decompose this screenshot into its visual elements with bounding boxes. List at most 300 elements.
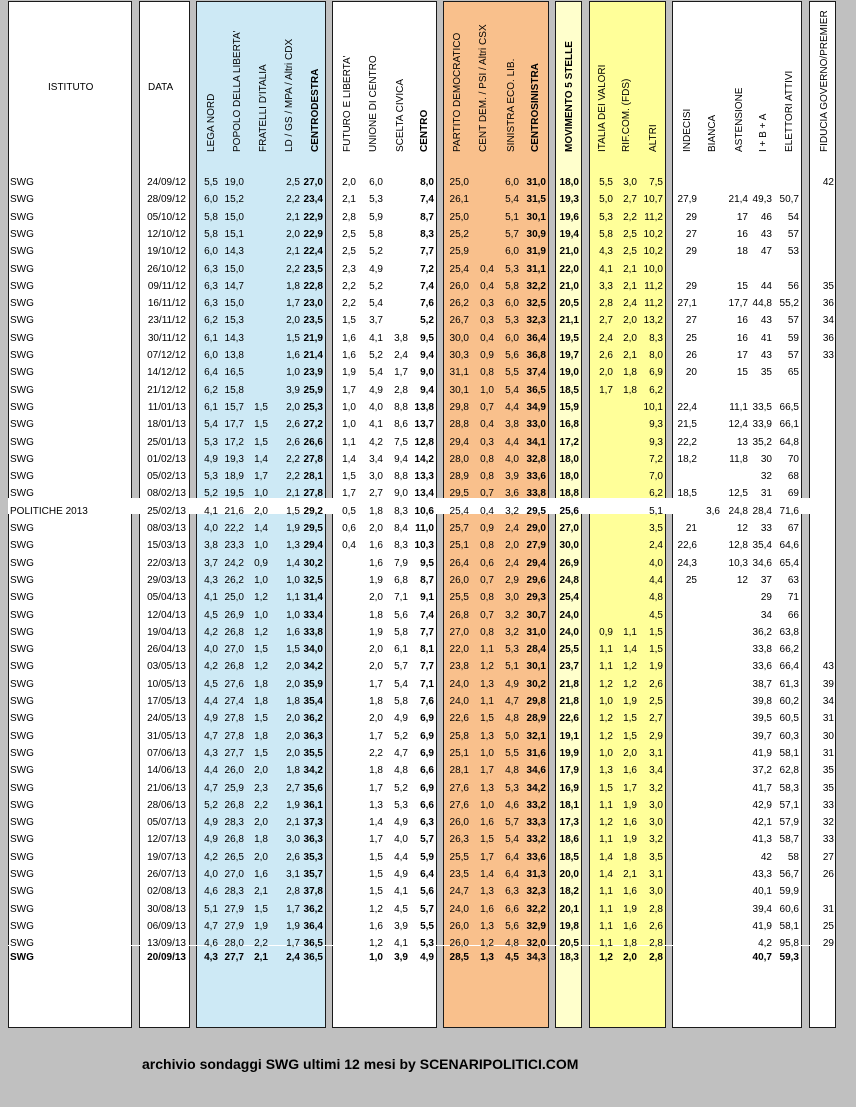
- cell-csx: 32,2: [526, 903, 546, 915]
- cell-cdx: 34,2: [303, 661, 323, 673]
- cell-udc: 1,6: [369, 920, 383, 932]
- cell-altri: 1,5: [649, 644, 663, 656]
- cell-astensione: 16: [736, 315, 748, 327]
- cell-cdem: 1,1: [480, 644, 494, 656]
- cell-pd: 22,0: [449, 644, 469, 656]
- cell-lega-nord: 6,2: [204, 384, 218, 396]
- cell-idv: 4,1: [599, 263, 613, 275]
- cell-astensione: 12,5: [728, 488, 748, 500]
- cell-altri: 10,2: [643, 228, 663, 240]
- cell-indecisi: 27: [685, 228, 697, 240]
- cell-idv: 1,2: [599, 952, 613, 963]
- cell-sel: 5,7: [505, 817, 519, 829]
- cell-altri: 1,5: [649, 626, 663, 638]
- cell-ld: 2,1: [286, 246, 300, 258]
- cell-pdl: 26,8: [224, 834, 244, 846]
- cell-udc: 1,4: [369, 817, 383, 829]
- cell-cdx: 33,8: [303, 626, 323, 638]
- cell-udc: 4,1: [369, 419, 383, 431]
- cell-ibA: 43: [760, 315, 772, 327]
- cell-m5s: 24,8: [559, 574, 579, 586]
- cell-sel: 5,3: [505, 263, 519, 275]
- cell-sel: 3,2: [505, 609, 519, 621]
- cell-cdx: 29,5: [303, 523, 323, 534]
- cell-csx: 32,5: [526, 298, 546, 310]
- cell-data: 23/11/12: [147, 315, 186, 327]
- cell-m5s: 22,0: [559, 263, 579, 275]
- cell-indecisi: 22,2: [677, 436, 697, 448]
- cell-idv: 2,0: [599, 367, 613, 379]
- cell-elettori: 67: [787, 523, 799, 534]
- cell-ld: 1,5: [286, 505, 300, 517]
- cell-pd: 29,4: [449, 436, 469, 448]
- cell-m5s: 18,8: [559, 488, 579, 500]
- cell-istituto: SWG: [10, 644, 34, 656]
- cell-csx: 29,3: [526, 592, 546, 604]
- cell-cdem: 0,7: [480, 609, 494, 621]
- cell-ibA: 39,5: [752, 713, 772, 725]
- cell-altri: 2,8: [649, 903, 663, 915]
- cell-elettori: 68: [787, 471, 799, 483]
- cell-udc: 6,0: [369, 177, 383, 188]
- cell-sel: 2,4: [505, 523, 519, 534]
- cell-cdem: 1,6: [480, 817, 494, 829]
- cell-ibA: 43: [760, 350, 772, 361]
- cell-centro: 10,6: [414, 505, 434, 517]
- cell-idv: 5,8: [599, 228, 613, 240]
- cell-altri: 3,5: [649, 851, 663, 863]
- cell-ld: 1,0: [286, 367, 300, 379]
- cell-sc: 3,8: [394, 332, 408, 344]
- cell-pdl: 17,7: [224, 419, 244, 431]
- cell-ld: 1,9: [286, 920, 300, 932]
- cell-ld: 2,0: [286, 661, 300, 673]
- cell-fiducia: 33: [822, 834, 834, 846]
- cell-udc: 5,2: [369, 350, 383, 361]
- cell-ld: 1,6: [286, 350, 300, 361]
- cell-centro: 5,6: [420, 886, 434, 898]
- cell-istituto: SWG: [10, 246, 34, 258]
- cell-m5s: 23,7: [559, 661, 579, 673]
- cell-altri: 6,2: [649, 488, 663, 500]
- cell-fdi: 1,4: [254, 453, 268, 465]
- cell-fdi: 1,5: [254, 419, 268, 431]
- cell-ibA: 36,2: [752, 626, 772, 638]
- cell-lega-nord: 5,8: [204, 228, 218, 240]
- cell-udc: 3,4: [369, 453, 383, 465]
- cell-data: 15/03/13: [147, 540, 186, 552]
- cell-istituto: SWG: [10, 350, 34, 361]
- cell-cdx: 36,5: [303, 952, 323, 963]
- cell-fli: 2,8: [342, 211, 356, 223]
- cell-csx: 29,6: [526, 574, 546, 586]
- cell-elettori: 59,9: [779, 886, 799, 898]
- cell-idv: 1,2: [599, 730, 613, 742]
- cell-centro: 6,9: [420, 730, 434, 742]
- cell-idv: 1,3: [599, 765, 613, 777]
- cell-pdl: 17,2: [224, 436, 244, 448]
- cell-ld: 2,0: [286, 747, 300, 759]
- cell-ld: 2,0: [286, 730, 300, 742]
- cell-pd: 28,8: [449, 419, 469, 431]
- cell-fdi: 2,0: [254, 817, 268, 829]
- cell-cdem: 0,3: [480, 436, 494, 448]
- cell-fli: 1,6: [342, 350, 356, 361]
- cell-elettori: 70: [787, 453, 799, 465]
- cell-data: 19/10/12: [147, 246, 186, 258]
- cell-cdx: 35,4: [303, 696, 323, 707]
- cell-pdl: 14,7: [224, 280, 244, 292]
- cell-rc: 2,0: [623, 332, 637, 344]
- cell-fdi: 1,6: [254, 869, 268, 880]
- cell-fiducia: 29: [822, 938, 834, 950]
- header-istituto: ISTITUTO: [48, 82, 94, 93]
- cell-fdi: 2,0: [254, 505, 268, 517]
- cell-ibA: 35: [760, 367, 772, 379]
- cell-rc: 1,9: [623, 903, 637, 915]
- cell-data: 02/08/13: [147, 886, 186, 898]
- cell-elettori: 60,6: [779, 903, 799, 915]
- cell-elettori: 57,9: [779, 817, 799, 829]
- cell-rc: 2,0: [623, 952, 637, 963]
- cell-indecisi: 27,9: [677, 194, 697, 206]
- cell-cdem: 0,4: [480, 419, 494, 431]
- cell-sel: 5,5: [505, 747, 519, 759]
- cell-csx: 37,4: [526, 367, 546, 379]
- cell-ld: 1,9: [286, 799, 300, 811]
- cell-elettori: 60,3: [779, 730, 799, 742]
- cell-rc: 2,0: [623, 315, 637, 327]
- cell-centro: 8,1: [420, 644, 434, 656]
- cell-centro: 7,2: [420, 263, 434, 275]
- cell-altri: 3,0: [649, 799, 663, 811]
- cell-pdl: 25,0: [224, 592, 244, 604]
- cell-data: 26/10/12: [147, 263, 186, 275]
- cell-indecisi: 21,5: [677, 419, 697, 431]
- cell-sc: 2,4: [394, 350, 408, 361]
- cell-altri: 11,2: [644, 280, 663, 292]
- cell-m5s: 19,9: [559, 747, 579, 759]
- cell-cdem: 1,5: [480, 834, 494, 846]
- cell-fiducia: 35: [822, 280, 834, 292]
- cell-istituto: POLITICHE 2013: [10, 505, 88, 517]
- cell-bianca: 3,6: [706, 505, 720, 517]
- cell-altri: 3,1: [649, 747, 663, 759]
- cell-cdx: 23,5: [303, 315, 323, 327]
- cell-data: 06/09/13: [147, 920, 186, 932]
- cell-idv: 5,0: [599, 194, 613, 206]
- cell-idv: 1,1: [599, 938, 613, 950]
- cell-istituto: SWG: [10, 747, 34, 759]
- cell-centro: 9,4: [420, 350, 434, 361]
- cell-pd: 26,0: [449, 920, 469, 932]
- cell-centro: 14,2: [414, 453, 434, 465]
- cell-fiducia: 31: [822, 903, 834, 915]
- cell-udc: 1,6: [369, 557, 383, 569]
- cell-fiducia: 30: [822, 730, 834, 742]
- cell-pdl: 16,5: [224, 367, 244, 379]
- cell-udc: 1,7: [369, 834, 383, 846]
- cell-pdl: 18,9: [224, 471, 244, 483]
- cell-fdi: 1,5: [254, 644, 268, 656]
- cell-fli: 2,0: [342, 177, 356, 188]
- cell-fiducia: 42: [822, 177, 834, 188]
- cell-lega-nord: 6,1: [204, 332, 218, 344]
- cell-sc: 8,6: [394, 419, 408, 431]
- cell-data: 14/06/13: [147, 765, 186, 777]
- cell-ibA: 34,6: [752, 557, 772, 569]
- cell-fiducia: 27: [822, 851, 834, 863]
- cell-data: 28/09/12: [147, 194, 186, 206]
- cell-lega-nord: 4,2: [204, 626, 218, 638]
- cell-pdl: 27,7: [224, 747, 244, 759]
- cell-pd: 25,0: [449, 177, 469, 188]
- cell-csx: 32,3: [526, 886, 546, 898]
- cell-altri: 7,2: [649, 453, 663, 465]
- cell-sel: 5,1: [505, 211, 519, 223]
- cell-sc: 4,9: [394, 869, 408, 880]
- cell-m5s: 18,5: [559, 384, 579, 396]
- cell-lega-nord: 5,1: [204, 903, 218, 915]
- cell-istituto: SWG: [10, 488, 34, 500]
- cell-udc: 5,2: [369, 280, 383, 292]
- cell-m5s: 27,0: [559, 523, 579, 534]
- cell-ibA: 46: [760, 211, 772, 223]
- cell-csx: 32,8: [526, 453, 546, 465]
- cell-indecisi: 22,4: [677, 401, 697, 413]
- cell-altri: 7,5: [649, 177, 663, 188]
- cell-rc: 1,5: [623, 713, 637, 725]
- cell-centro: 12,8: [414, 436, 434, 448]
- cell-altri: 4,8: [649, 592, 663, 604]
- cell-fdi: 2,2: [254, 799, 268, 811]
- cell-data: 05/07/13: [147, 817, 186, 829]
- cell-sel: 5,4: [505, 384, 519, 396]
- cell-pd: 27,6: [449, 799, 469, 811]
- cell-cdem: 1,2: [480, 661, 494, 673]
- cell-cdem: 1,6: [480, 903, 494, 915]
- cell-indecisi: 29: [685, 280, 697, 292]
- cell-lega-nord: 3,7: [204, 557, 218, 569]
- cell-fiducia: 31: [822, 713, 834, 725]
- cell-cdx: 35,6: [303, 782, 323, 794]
- cell-centro: 8,3: [420, 228, 434, 240]
- cell-pdl: 15,0: [224, 263, 244, 275]
- cell-centro: 5,7: [420, 834, 434, 846]
- cell-ibA: 49,3: [752, 194, 772, 206]
- cell-data: 26/07/13: [147, 869, 186, 880]
- cell-fdi: 1,0: [254, 574, 268, 586]
- cell-astensione: 12: [736, 574, 748, 586]
- cell-data: 05/10/12: [147, 211, 186, 223]
- cell-ld: 2,2: [286, 453, 300, 465]
- cell-cdem: 1,2: [480, 938, 494, 950]
- cell-lega-nord: 4,1: [204, 505, 218, 517]
- cell-elettori: 59: [787, 332, 799, 344]
- cell-rc: 1,8: [623, 851, 637, 863]
- cell-sel: 5,0: [505, 730, 519, 742]
- cell-sc: 3,9: [394, 952, 408, 963]
- cell-rc: 1,7: [623, 782, 637, 794]
- cell-cdx: 36,3: [303, 730, 323, 742]
- cell-fdi: 1,4: [254, 523, 268, 534]
- cell-cdem: 1,0: [480, 747, 494, 759]
- cell-udc: 1,8: [369, 609, 383, 621]
- cell-centro: 7,1: [420, 678, 434, 690]
- cell-pdl: 14,3: [224, 246, 244, 258]
- cell-fli: 2,5: [342, 246, 356, 258]
- cell-indecisi: 22,6: [677, 540, 697, 552]
- cell-m5s: 18,5: [559, 851, 579, 863]
- cell-sel: 2,0: [505, 540, 519, 552]
- cell-ld: 1,7: [286, 938, 300, 950]
- cell-pd: 25,0: [449, 211, 469, 223]
- cell-istituto: SWG: [10, 938, 34, 950]
- cell-ld: 2,6: [286, 851, 300, 863]
- cell-lega-nord: 4,9: [204, 817, 218, 829]
- cell-data: 10/05/13: [147, 678, 186, 690]
- cell-altri: 3,2: [649, 782, 663, 794]
- cell-pdl: 26,2: [224, 574, 244, 586]
- cell-altri: 4,5: [649, 609, 663, 621]
- cell-ibA: 38,7: [752, 678, 772, 690]
- cell-lega-nord: 6,3: [204, 263, 218, 275]
- cell-elettori: 66,1: [779, 419, 799, 431]
- cell-data: 03/05/13: [147, 661, 186, 673]
- cell-altri: 2,6: [649, 920, 663, 932]
- cell-sel: 6,0: [505, 246, 519, 258]
- cell-sel: 5,4: [505, 194, 519, 206]
- cell-altri: 8,0: [649, 350, 663, 361]
- cell-ibA: 39,4: [752, 903, 772, 915]
- cell-altri: 9,3: [649, 419, 663, 431]
- cell-elettori: 60,2: [779, 696, 799, 707]
- cell-cdx: 36,2: [303, 903, 323, 915]
- cell-data: 12/07/13: [147, 834, 186, 846]
- cell-data: 21/12/12: [147, 384, 186, 396]
- cell-udc: 4,2: [369, 436, 383, 448]
- cell-fli: 2,2: [342, 298, 356, 310]
- cell-elettori: 95,8: [779, 938, 799, 950]
- cell-csx: 33,3: [526, 817, 546, 829]
- cell-pd: 31,1: [449, 367, 469, 379]
- cell-istituto: SWG: [10, 903, 34, 915]
- cell-sel: 6,6: [505, 903, 519, 915]
- cell-csx: 29,4: [526, 557, 546, 569]
- cell-elettori: 56,7: [779, 869, 799, 880]
- cell-centro: 5,7: [420, 903, 434, 915]
- cell-rc: 2,2: [623, 211, 637, 223]
- cell-istituto: SWG: [10, 194, 34, 206]
- cell-csx: 31,3: [526, 869, 546, 880]
- cell-centro: 9,5: [420, 557, 434, 569]
- cell-data: 14/12/12: [147, 367, 186, 379]
- cell-sc: 4,9: [394, 817, 408, 829]
- cell-centro: 9,0: [420, 367, 434, 379]
- cell-cdx: 27,8: [303, 453, 323, 465]
- cell-sc: 6,1: [394, 644, 408, 656]
- cell-m5s: 18,1: [559, 799, 579, 811]
- cell-cdx: 26,6: [303, 436, 323, 448]
- cell-data: 07/06/13: [147, 747, 186, 759]
- cell-m5s: 19,6: [559, 211, 579, 223]
- cell-centro: 7,7: [420, 246, 434, 258]
- cell-lega-nord: 4,4: [204, 696, 218, 707]
- cell-ld: 1,5: [286, 332, 300, 344]
- cell-ibA: 37: [760, 574, 772, 586]
- cell-sel: 5,5: [505, 367, 519, 379]
- cell-altri: 8,3: [649, 332, 663, 344]
- cell-astensione: 11,8: [729, 453, 748, 465]
- cell-fli: 1,1: [342, 436, 356, 448]
- cell-centro: 5,2: [420, 315, 434, 327]
- cell-sel: 4,7: [505, 696, 519, 707]
- cell-pdl: 28,0: [224, 938, 244, 950]
- cell-data: 25/02/13: [147, 505, 186, 517]
- cell-astensione: 12,4: [728, 419, 748, 431]
- cell-udc: 2,0: [369, 644, 383, 656]
- cell-altri: 4,4: [649, 574, 663, 586]
- cell-ld: 1,9: [286, 523, 300, 534]
- cell-idv: 1,1: [599, 661, 613, 673]
- cell-istituto: SWG: [10, 952, 34, 963]
- cell-pd: 25,2: [449, 228, 469, 240]
- cell-fdi: 1,2: [254, 592, 268, 604]
- cell-m5s: 19,7: [559, 350, 579, 361]
- cell-istituto: SWG: [10, 661, 34, 673]
- cell-sel: 6,4: [505, 851, 519, 863]
- cell-ld: 2,2: [286, 263, 300, 275]
- cell-ld: 1,5: [286, 644, 300, 656]
- cell-sel: 6,3: [505, 886, 519, 898]
- cell-udc: 1,8: [369, 765, 383, 777]
- cell-cdem: 1,7: [480, 765, 494, 777]
- cell-fli: 2,1: [342, 194, 356, 206]
- cell-udc: 2,0: [369, 523, 383, 534]
- cell-lega-nord: 4,3: [204, 574, 218, 586]
- cell-ibA: 39,7: [752, 730, 772, 742]
- cell-istituto: SWG: [10, 851, 34, 863]
- cell-elettori: 66,2: [779, 644, 799, 656]
- cell-sc: 3,9: [394, 920, 408, 932]
- cell-idv: 5,5: [599, 177, 613, 188]
- cell-sel: 4,0: [505, 453, 519, 465]
- cell-lega-nord: 4,5: [204, 678, 218, 690]
- cell-ibA: 33: [760, 523, 772, 534]
- cell-astensione: 17: [736, 211, 748, 223]
- cell-m5s: 25,5: [559, 644, 579, 656]
- cell-ibA: 4,2: [758, 938, 772, 950]
- cell-fli: 1,7: [342, 384, 356, 396]
- cell-elettori: 58,1: [779, 920, 799, 932]
- cell-pd: 25,1: [449, 540, 469, 552]
- cell-udc: 2,2: [369, 747, 383, 759]
- cell-ld: 2,2: [286, 471, 300, 483]
- cell-fdi: 2,1: [254, 886, 268, 898]
- cell-sel: 6,0: [505, 298, 519, 310]
- cell-cdem: 0,3: [480, 315, 494, 327]
- cell-data: 11/01/13: [147, 401, 186, 413]
- cell-altri: 11,2: [644, 211, 663, 223]
- cell-lega-nord: 4,3: [204, 747, 218, 759]
- cell-indecisi: 27,1: [677, 298, 697, 310]
- cell-fdi: 1,5: [254, 436, 268, 448]
- cell-elettori: 66,5: [779, 401, 799, 413]
- cell-pd: 30,3: [449, 350, 469, 361]
- cell-istituto: SWG: [10, 280, 34, 292]
- cell-fli: 1,6: [342, 332, 356, 344]
- cell-sel: 5,6: [505, 350, 519, 361]
